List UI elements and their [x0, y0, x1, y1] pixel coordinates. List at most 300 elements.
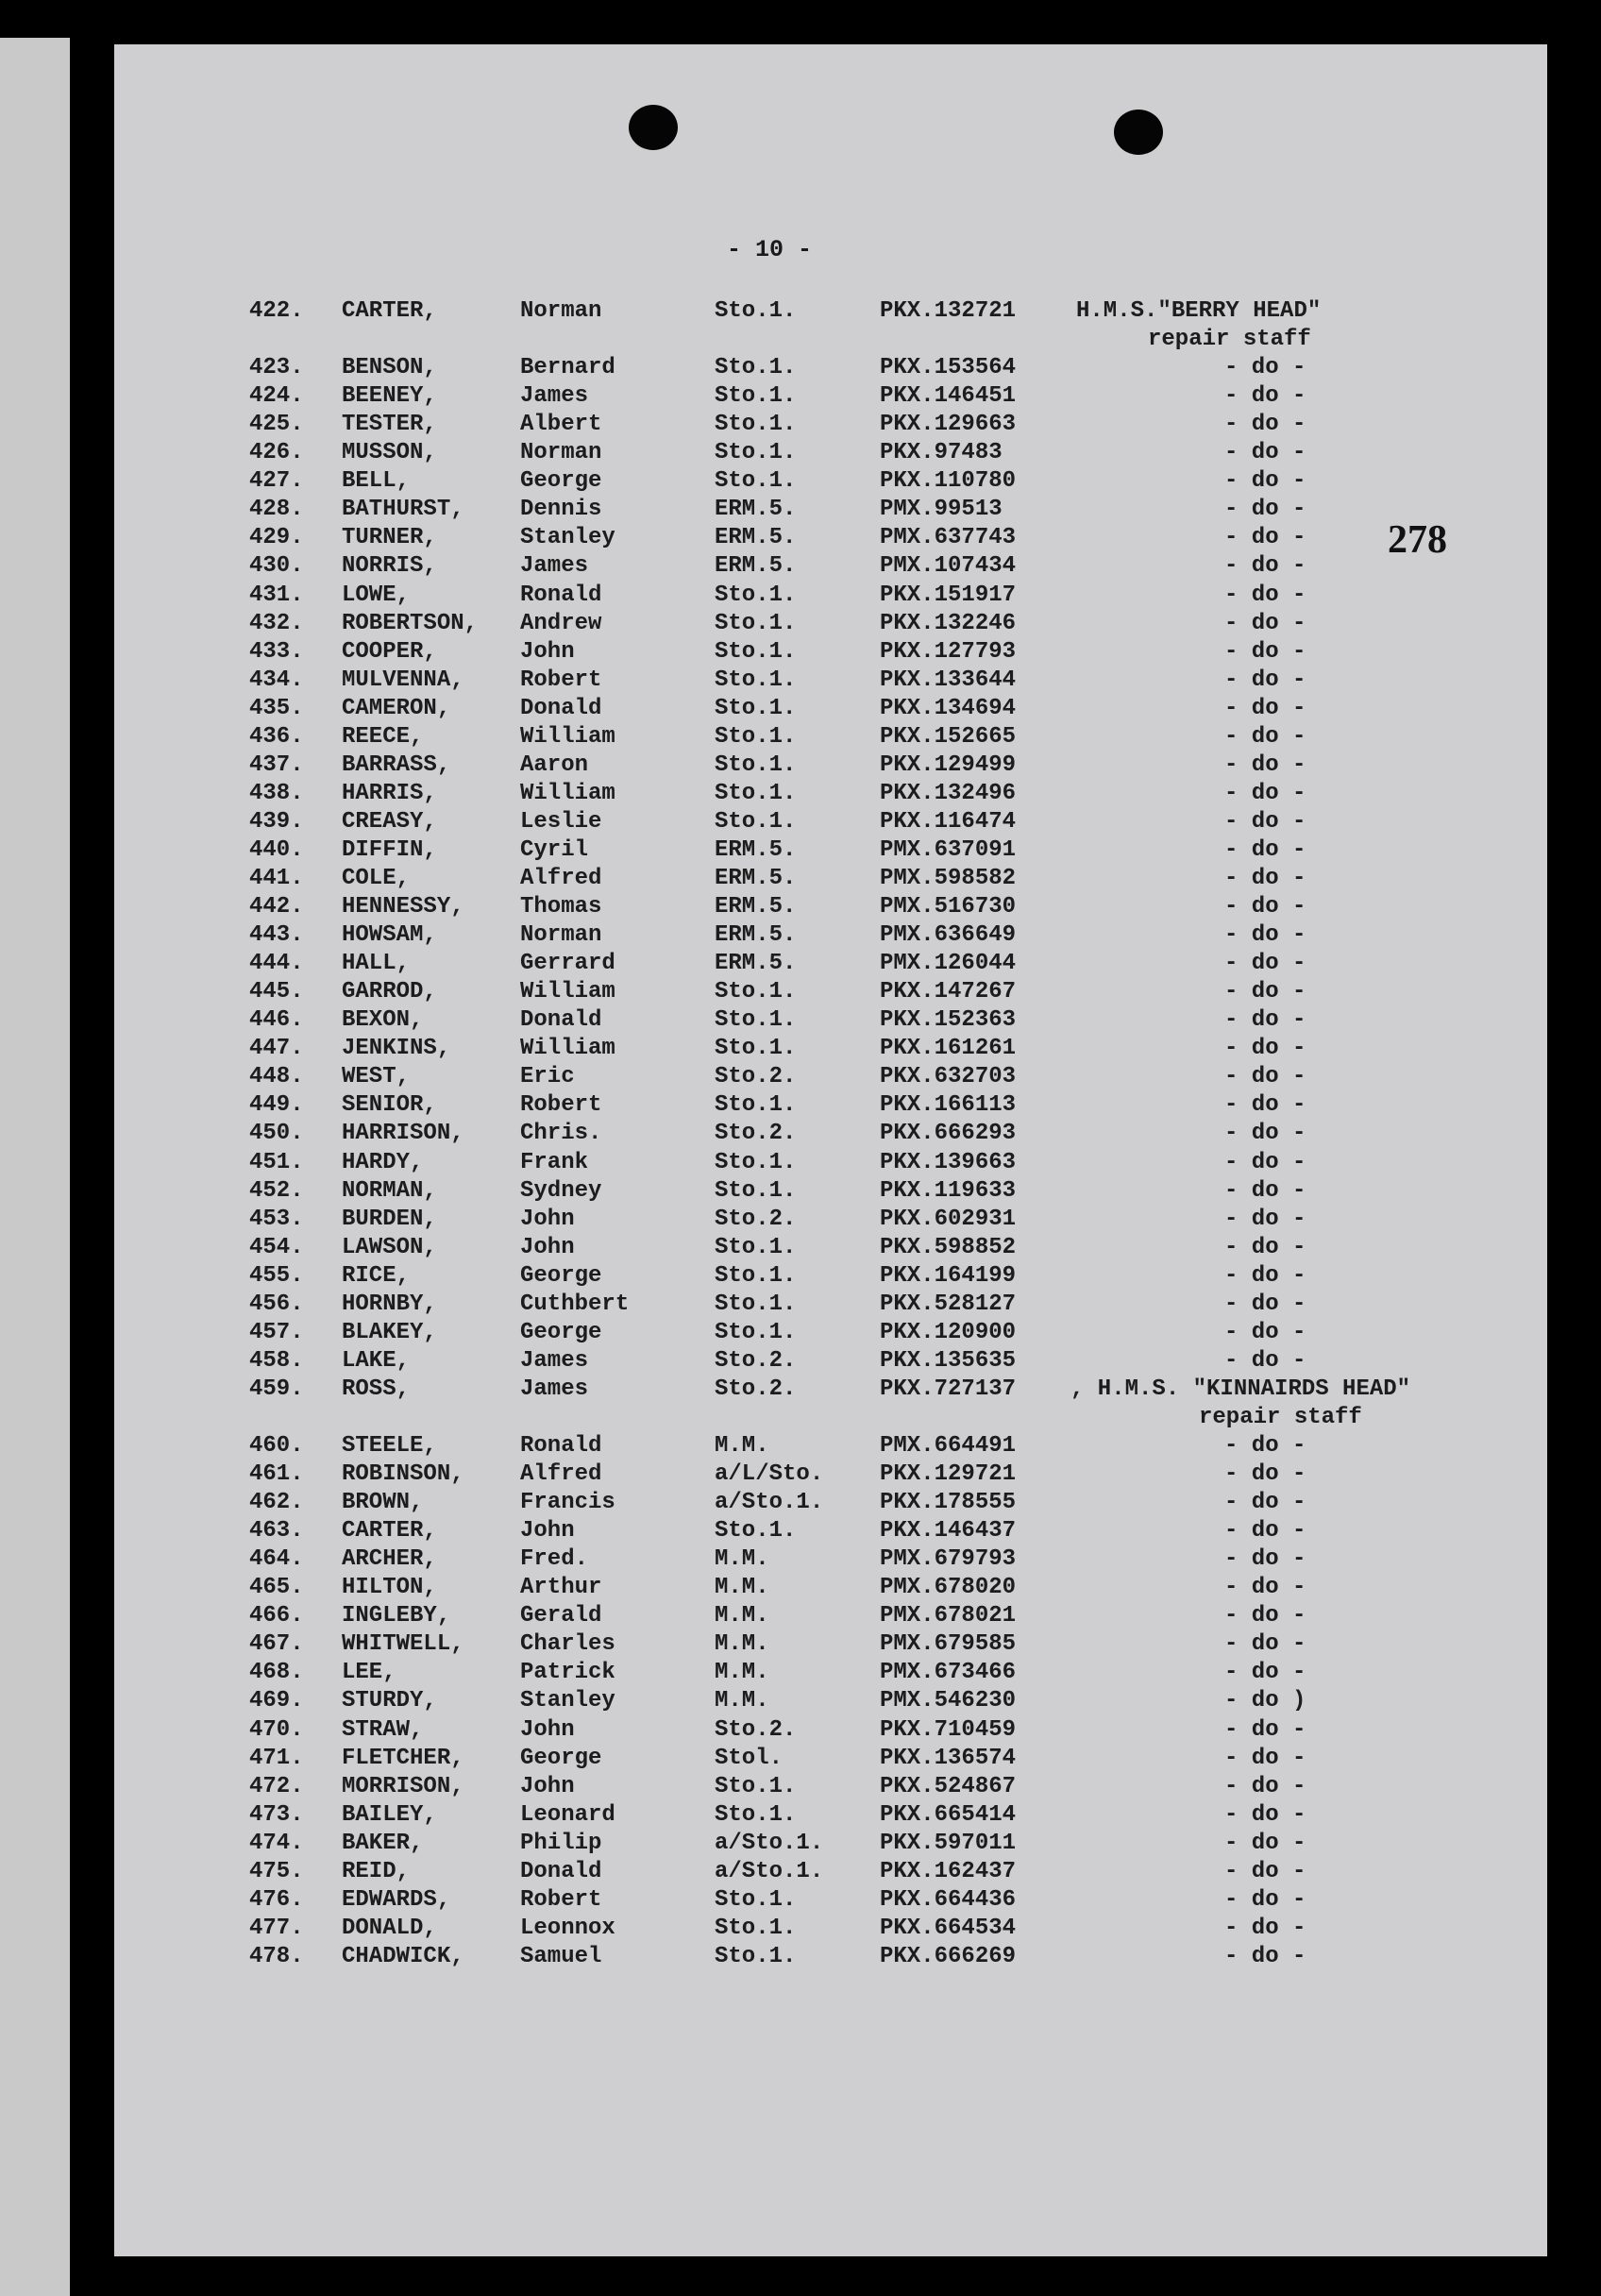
entry-number: 471. [249, 1745, 304, 1771]
first-name: Donald [520, 1858, 602, 1884]
first-name: Chris. [520, 1121, 602, 1147]
entry-number: 457. [249, 1319, 304, 1345]
list-item [0, 1292, 1601, 1320]
list-item [0, 979, 1601, 1007]
official-number: PMX.664491 [880, 1433, 1017, 1459]
remark: - do - [1224, 808, 1306, 835]
entry-number: 463. [249, 1518, 304, 1545]
rating: Sto.1. [715, 1092, 797, 1119]
rating: Sto.2. [715, 1376, 797, 1402]
surname: LAKE, [342, 1347, 411, 1374]
list-item [0, 1802, 1601, 1831]
rating: Sto.1. [715, 723, 797, 750]
surname: BENSON, [342, 355, 437, 381]
surname: HOWSAM, [342, 922, 437, 949]
rating: ERM.5. [715, 525, 797, 551]
official-number: PKX.166113 [880, 1092, 1017, 1119]
first-name: Leslie [520, 808, 602, 835]
first-name: Robert [520, 667, 602, 693]
official-number: PKX.602931 [880, 1206, 1017, 1232]
list-item [0, 611, 1601, 639]
remark: - do - [1224, 1461, 1306, 1488]
list-item [0, 922, 1601, 951]
entry-number: 422. [249, 298, 304, 324]
first-name: Francis [520, 1490, 615, 1516]
surname: LEE, [342, 1660, 396, 1686]
surname: STURDY, [342, 1688, 437, 1714]
remark: - do - [1224, 1206, 1306, 1232]
surname: ROBINSON, [342, 1461, 464, 1488]
surname: WHITWELL, [342, 1631, 464, 1658]
first-name: Stanley [520, 525, 615, 551]
entry-number: 449. [249, 1092, 304, 1119]
entry-number: 424. [249, 383, 304, 410]
first-name: John [520, 1716, 575, 1743]
list-item [0, 1320, 1601, 1348]
official-number: PMX.107434 [880, 553, 1017, 580]
rating: a/Sto.1. [715, 1490, 824, 1516]
rating: ERM.5. [715, 866, 797, 891]
surname: NORMAN, [342, 1177, 437, 1204]
list-item [0, 1575, 1601, 1603]
list-item [0, 1746, 1601, 1774]
rating: Sto.1. [715, 412, 797, 438]
list-item [0, 696, 1601, 724]
list-item [0, 837, 1601, 866]
entry-number: 431. [249, 582, 304, 608]
remark: - do - [1224, 468, 1306, 495]
list-item [0, 1376, 1601, 1405]
rating: Sto.1. [715, 638, 797, 665]
remark: - do - [1224, 383, 1306, 410]
list-item [0, 1887, 1601, 1916]
rating: Sto.1. [715, 355, 797, 381]
remark: - do - [1224, 1773, 1306, 1799]
rating: Stol. [715, 1745, 784, 1771]
first-name: John [520, 1206, 575, 1232]
official-number: PKX.665414 [880, 1801, 1017, 1828]
list-item [0, 1007, 1601, 1036]
rating: ERM.5. [715, 922, 797, 949]
official-number: PMX.99513 [880, 497, 1003, 523]
list-item [0, 1150, 1601, 1178]
first-name: William [520, 1036, 615, 1062]
rating: Sto.1. [715, 1007, 797, 1034]
official-number: PMX.637091 [880, 836, 1017, 863]
first-name: Cuthbert [520, 1291, 630, 1317]
list-item [0, 1546, 1601, 1575]
official-number: PMX.679585 [880, 1631, 1017, 1658]
list-item [0, 1944, 1601, 1972]
surname: ROSS, [342, 1376, 411, 1402]
remark: - do - [1224, 412, 1306, 438]
entry-number: 435. [249, 695, 304, 721]
official-number: PKX.664534 [880, 1915, 1017, 1941]
first-name: John [520, 638, 575, 665]
rating: M.M. [715, 1660, 769, 1686]
rating: Sto.2. [715, 1121, 797, 1147]
list-item [0, 781, 1601, 809]
first-name: James [520, 1347, 589, 1374]
official-number: PMX.636649 [880, 922, 1017, 949]
remark: - do - [1224, 667, 1306, 693]
surname: BROWN, [342, 1490, 424, 1516]
surname: COOPER, [342, 638, 437, 665]
official-number: PMX.678021 [880, 1603, 1017, 1629]
first-name: Charles [520, 1631, 615, 1658]
rating: Sto.1. [715, 440, 797, 466]
rating: ERM.5. [715, 894, 797, 920]
surname: ROBERTSON, [342, 610, 479, 636]
official-number: PMX.637743 [880, 525, 1017, 551]
entry-number: 462. [249, 1490, 304, 1516]
official-number: PKX.664436 [880, 1886, 1017, 1913]
rating: Sto.1. [715, 1036, 797, 1062]
remark: - do - [1224, 582, 1306, 608]
first-name: Robert [520, 1886, 602, 1913]
official-number: PKX.116474 [880, 808, 1017, 835]
official-number: PKX.132246 [880, 610, 1017, 636]
rating: a/L/Sto. [715, 1461, 824, 1488]
first-name: George [520, 1319, 602, 1345]
remark: - do - [1224, 1319, 1306, 1345]
first-name: Dennis [520, 497, 602, 523]
entry-number: 452. [249, 1177, 304, 1204]
rating: Sto.1. [715, 1177, 797, 1204]
entry-number: 451. [249, 1149, 304, 1175]
first-name: Bernard [520, 355, 615, 381]
list-item [0, 1859, 1601, 1887]
entry-number: 429. [249, 525, 304, 551]
entry-number: 467. [249, 1631, 304, 1658]
remark: - do - [1224, 751, 1306, 778]
entry-number: 442. [249, 894, 304, 920]
list-item [0, 1036, 1601, 1064]
entry-number: 465. [249, 1575, 304, 1601]
first-name: Cyril [520, 836, 589, 863]
entry-number: 428. [249, 497, 304, 523]
surname: INGLEBY, [342, 1603, 451, 1629]
entry-number: 459. [249, 1376, 304, 1402]
list-item [0, 667, 1601, 696]
remark: - do - [1224, 1631, 1306, 1658]
surname: REECE, [342, 723, 424, 750]
entry-number: 440. [249, 836, 304, 863]
surname: BAILEY, [342, 1801, 437, 1828]
entry-number: 430. [249, 553, 304, 580]
first-name: Gerald [520, 1603, 602, 1629]
list-item [0, 1092, 1601, 1121]
rating: Sto.1. [715, 1319, 797, 1345]
entry-number: 443. [249, 922, 304, 949]
surname: BEXON, [342, 1007, 424, 1034]
list-item [0, 298, 1601, 327]
punch-hole [629, 105, 678, 150]
remark: - do - [1224, 1745, 1306, 1771]
remark: - do - [1224, 951, 1306, 977]
official-number: PMX.516730 [880, 894, 1017, 920]
official-number: PMX.679793 [880, 1546, 1017, 1573]
first-name: Ronald [520, 582, 602, 608]
surname: RICE, [342, 1262, 411, 1289]
first-name: Leonard [520, 1801, 615, 1828]
entry-number: 474. [249, 1830, 304, 1856]
entry-number: 468. [249, 1660, 304, 1686]
list-item [0, 1518, 1601, 1546]
first-name: Eric [520, 1064, 575, 1090]
surname: HENNESSY, [342, 894, 464, 920]
remark: - do - [1224, 1291, 1306, 1317]
entry-number: 433. [249, 638, 304, 665]
list-item [0, 894, 1601, 922]
official-number: PKX.132721 [880, 298, 1017, 324]
entry-number: 461. [249, 1461, 304, 1488]
surname: FLETCHER, [342, 1745, 464, 1771]
list-item [0, 1490, 1601, 1518]
list-item [0, 724, 1601, 752]
first-name: Arthur [520, 1575, 602, 1601]
remark: - do - [1224, 1234, 1306, 1260]
remark: H.M.S."BERRY HEAD" [1076, 298, 1322, 324]
entry-number: 470. [249, 1716, 304, 1743]
entry-number: 478. [249, 1943, 304, 1969]
surname: HILTON, [342, 1575, 437, 1601]
official-number: PKX.120900 [880, 1319, 1017, 1345]
list-item [0, 468, 1601, 497]
official-number: PKX.139663 [880, 1149, 1017, 1175]
list-item [0, 1207, 1601, 1235]
rating: ERM.5. [715, 951, 797, 977]
remark: - do - [1224, 1886, 1306, 1913]
first-name: Norman [520, 440, 602, 466]
list-item [0, 1178, 1601, 1207]
official-number: PMX.546230 [880, 1688, 1017, 1714]
surname: COLE, [342, 866, 411, 891]
surname: BEENEY, [342, 383, 437, 410]
first-name: Donald [520, 695, 602, 721]
official-number: PKX.528127 [880, 1291, 1017, 1317]
entry-number: 427. [249, 468, 304, 495]
remark: - do - [1224, 1660, 1306, 1686]
list-item [0, 1433, 1601, 1461]
official-number: PKX.162437 [880, 1858, 1017, 1884]
first-name: Albert [520, 412, 602, 438]
entry-number: 458. [249, 1347, 304, 1374]
remark: - do - [1224, 1064, 1306, 1090]
list-item [0, 440, 1601, 468]
entry-number: 436. [249, 723, 304, 750]
remark-subline: repair staff [1199, 1404, 1362, 1430]
rating: ERM.5. [715, 836, 797, 863]
entry-number: 441. [249, 866, 304, 891]
entry-number: 434. [249, 667, 304, 693]
remark: - do ) [1224, 1688, 1306, 1714]
entry-number: 444. [249, 951, 304, 977]
rating: Sto.1. [715, 1262, 797, 1289]
entry-number: 423. [249, 355, 304, 381]
surname: MUSSON, [342, 440, 437, 466]
rating: Sto.1. [715, 383, 797, 410]
rating: Sto.1. [715, 1886, 797, 1913]
surname: NORRIS, [342, 553, 437, 580]
official-number: PKX.178555 [880, 1490, 1017, 1516]
list-item [0, 1774, 1601, 1802]
surname: BARRASS, [342, 751, 451, 778]
official-number: PMX.126044 [880, 951, 1017, 977]
official-number: PKX.161261 [880, 1036, 1017, 1062]
entry-number: 425. [249, 412, 304, 438]
first-name: Norman [520, 922, 602, 949]
official-number: PKX.153564 [880, 355, 1017, 381]
list-item [0, 525, 1601, 553]
official-number: PKX.133644 [880, 667, 1017, 693]
official-number: PKX.147267 [880, 979, 1017, 1005]
remark: - do - [1224, 1716, 1306, 1743]
rating: Sto.1. [715, 1149, 797, 1175]
rating: Sto.2. [715, 1716, 797, 1743]
surname: CAMERON, [342, 695, 451, 721]
list-item [0, 752, 1601, 781]
rating: Sto.1. [715, 582, 797, 608]
remark: - do - [1224, 836, 1306, 863]
official-number: PKX.135635 [880, 1347, 1017, 1374]
remark: - do - [1224, 1943, 1306, 1969]
entry-number: 469. [249, 1688, 304, 1714]
surname: HARDY, [342, 1149, 424, 1175]
first-name: Alfred [520, 1461, 602, 1488]
official-number: PKX.164199 [880, 1262, 1017, 1289]
entry-number: 439. [249, 808, 304, 835]
official-number: PKX.666293 [880, 1121, 1017, 1147]
rating: ERM.5. [715, 497, 797, 523]
rating: Sto.1. [715, 751, 797, 778]
remark: - do - [1224, 1490, 1306, 1516]
first-name: George [520, 1745, 602, 1771]
rating: M.M. [715, 1688, 769, 1714]
rating: M.M. [715, 1575, 769, 1601]
official-number: PKX.598852 [880, 1234, 1017, 1260]
official-number: PKX.132496 [880, 780, 1017, 806]
entry-number: 456. [249, 1291, 304, 1317]
rating: Sto.1. [715, 780, 797, 806]
remark: - do - [1224, 610, 1306, 636]
list-item [0, 1688, 1601, 1716]
first-name: Ronald [520, 1433, 602, 1459]
entry-number: 453. [249, 1206, 304, 1232]
surname: BAKER, [342, 1830, 424, 1856]
list-item [0, 1235, 1601, 1263]
rating: M.M. [715, 1603, 769, 1629]
remark: - do - [1224, 894, 1306, 920]
rating: Sto.2. [715, 1064, 797, 1090]
surname: MORRISON, [342, 1773, 464, 1799]
entry-number: 438. [249, 780, 304, 806]
rating: Sto.1. [715, 1518, 797, 1545]
remark: - do - [1224, 1121, 1306, 1147]
rating: Sto.1. [715, 808, 797, 835]
surname: DONALD, [342, 1915, 437, 1941]
first-name: Aaron [520, 751, 589, 778]
list-item [0, 1348, 1601, 1376]
surname: STEELE, [342, 1433, 437, 1459]
official-number: PKX.127793 [880, 638, 1017, 665]
list-item [0, 1717, 1601, 1746]
entry-number: 466. [249, 1603, 304, 1629]
official-number: PKX.129499 [880, 751, 1017, 778]
first-name: Frank [520, 1149, 589, 1175]
surname: GARROD, [342, 979, 437, 1005]
list-item [0, 1660, 1601, 1688]
list-item [0, 355, 1601, 383]
first-name: Gerrard [520, 951, 615, 977]
first-name: John [520, 1518, 575, 1545]
remark: - do - [1224, 440, 1306, 466]
entry-number: 448. [249, 1064, 304, 1090]
surname: TESTER, [342, 412, 437, 438]
surname: CHADWICK, [342, 1943, 464, 1969]
rating: Sto.1. [715, 667, 797, 693]
official-number: PKX.710459 [880, 1716, 1017, 1743]
remark: - do - [1224, 638, 1306, 665]
surname: EDWARDS, [342, 1886, 451, 1913]
first-name: Fred. [520, 1546, 589, 1573]
punch-hole [1114, 110, 1163, 155]
entry-number: 447. [249, 1036, 304, 1062]
remark: - do - [1224, 1262, 1306, 1289]
first-name: Alfred [520, 866, 602, 891]
surname: DIFFIN, [342, 836, 437, 863]
first-name: Philip [520, 1830, 602, 1856]
entry-number: 454. [249, 1234, 304, 1260]
rating: Sto.2. [715, 1347, 797, 1374]
list-item [0, 1603, 1601, 1631]
list-item [0, 866, 1601, 894]
entry-number: 472. [249, 1773, 304, 1799]
rating: ERM.5. [715, 553, 797, 580]
first-name: George [520, 468, 602, 495]
surname: LAWSON, [342, 1234, 437, 1260]
rating: Sto.1. [715, 610, 797, 636]
first-name: Samuel [520, 1943, 602, 1969]
list-item [0, 497, 1601, 525]
entry-number: 450. [249, 1121, 304, 1147]
entry-number: 455. [249, 1262, 304, 1289]
surname: REID, [342, 1858, 411, 1884]
list-item [0, 383, 1601, 412]
surname: TURNER, [342, 525, 437, 551]
first-name: James [520, 383, 589, 410]
entry-number: 476. [249, 1886, 304, 1913]
surname: WEST, [342, 1064, 411, 1090]
official-number: PMX.598582 [880, 866, 1017, 891]
rating: Sto.1. [715, 1915, 797, 1941]
rating: Sto.1. [715, 1291, 797, 1317]
remark: , H.M.S. "KINNAIRDS HEAD" [1070, 1376, 1411, 1402]
first-name: Robert [520, 1092, 602, 1119]
remark: - do - [1224, 1149, 1306, 1175]
list-item [0, 1831, 1601, 1859]
official-number: PKX.129663 [880, 412, 1017, 438]
surname: SENIOR, [342, 1092, 437, 1119]
surname: HALL, [342, 951, 411, 977]
official-number: PKX.524867 [880, 1773, 1017, 1799]
entry-number: 464. [249, 1546, 304, 1573]
rating: Sto.1. [715, 298, 797, 324]
surname: CARTER, [342, 298, 437, 324]
official-number: PKX.597011 [880, 1830, 1017, 1856]
surname: CARTER, [342, 1518, 437, 1545]
surname: HARRISON, [342, 1121, 464, 1147]
